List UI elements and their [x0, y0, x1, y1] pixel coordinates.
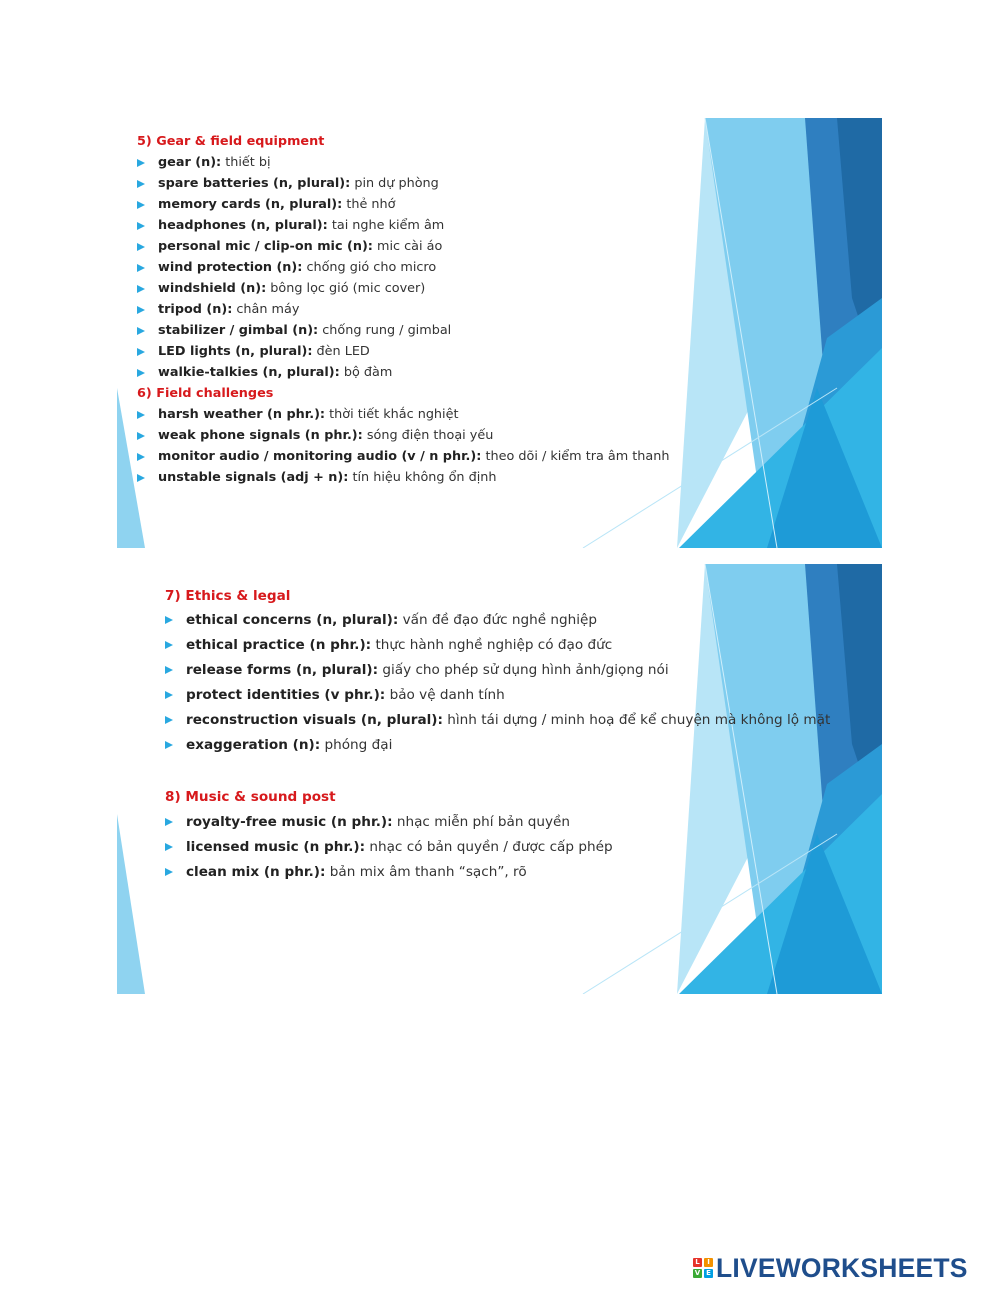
triangle-bullet-icon	[137, 348, 145, 356]
vocab-term: tripod (n):	[158, 302, 233, 317]
vocab-meaning: sóng điện thoại yếu	[366, 428, 494, 443]
vocab-term: harsh weather (n phr.):	[158, 407, 326, 422]
vocab-term: clean mix (n phr.):	[186, 864, 326, 880]
vocab-meaning: nhạc miễn phí bản quyền	[396, 814, 571, 830]
vocab-term: reconstruction visuals (n, plural):	[186, 712, 443, 728]
vocab-term: protect identities (v phr.):	[186, 687, 386, 703]
triangle-bullet-icon	[137, 474, 145, 482]
vocab-meaning: vấn đề đạo đức nghề nghiệp	[402, 612, 598, 628]
vocab-meaning: bảo vệ danh tính	[389, 687, 505, 703]
triangle-bullet-icon	[165, 843, 173, 851]
vocab-term: ethical practice (n phr.):	[186, 637, 372, 653]
vocab-item	[137, 176, 439, 191]
vocab-term: monitor audio / monitoring audio (v / n phr.):	[158, 449, 482, 464]
vocab-item	[165, 864, 527, 880]
vocab-item	[165, 712, 830, 728]
triangle-bullet-icon	[137, 369, 145, 377]
triangle-bullet-icon	[165, 691, 173, 699]
triangle-bullet-icon	[165, 666, 173, 674]
vocab-meaning: bộ đàm	[343, 365, 393, 380]
vocab-meaning: phóng đại	[324, 737, 393, 753]
vocab-meaning: theo dõi / kiểm tra âm thanh	[485, 449, 670, 464]
vocab-item	[137, 197, 395, 212]
slide-ethics-and-music	[117, 564, 882, 994]
vocab-term: windshield (n):	[158, 281, 267, 296]
vocab-item	[137, 155, 271, 170]
triangle-bullet-icon	[137, 306, 145, 314]
vocab-item	[165, 839, 613, 855]
vocab-item	[137, 281, 425, 296]
vocab-item	[137, 218, 444, 233]
vocab-item	[165, 687, 505, 703]
vocab-item	[137, 260, 436, 275]
vocab-term: LED lights (n, plural):	[158, 344, 313, 359]
vocab-meaning: bản mix âm thanh “sạch”, rõ	[329, 864, 527, 880]
liveworksheets-logo[interactable]	[693, 1253, 968, 1283]
vocab-meaning: đèn LED	[316, 344, 370, 359]
triangle-bullet-icon	[137, 180, 145, 188]
vocab-meaning: tín hiệu không ổn định	[352, 470, 497, 485]
vocab-item	[137, 239, 442, 254]
vocab-item	[137, 470, 497, 485]
vocab-item	[165, 737, 392, 753]
triangle-bullet-icon	[165, 741, 173, 749]
triangle-bullet-icon	[165, 716, 173, 724]
vocab-term: exaggeration (n):	[186, 737, 321, 753]
triangle-bullet-icon	[137, 327, 145, 335]
vocab-item	[137, 344, 370, 359]
triangle-bullet-icon	[137, 159, 145, 167]
vocab-meaning: pin dự phòng	[354, 176, 439, 191]
vocab-term: weak phone signals (n phr.):	[158, 428, 363, 443]
vocab-meaning: giấy cho phép sử dụng hình ảnh/giọng nói	[382, 662, 669, 678]
vocab-term: personal mic / clip-on mic (n):	[158, 239, 373, 254]
vocab-term: ethical concerns (n, plural):	[186, 612, 399, 628]
vocab-meaning: bông lọc gió (mic cover)	[270, 281, 426, 296]
vocab-term: unstable signals (adj + n):	[158, 470, 349, 485]
vocab-item	[165, 612, 597, 628]
section-heading: 8) Music & sound post	[165, 789, 336, 805]
triangle-bullet-icon	[137, 201, 145, 209]
vocab-term: licensed music (n phr.):	[186, 839, 366, 855]
vocab-item	[165, 637, 612, 653]
vocab-term: royalty-free music (n phr.):	[186, 814, 393, 830]
vocab-meaning: thiết bị	[225, 155, 271, 170]
triangle-bullet-icon	[137, 264, 145, 272]
triangle-bullet-icon	[165, 818, 173, 826]
vocab-meaning: chống rung / gimbal	[322, 323, 452, 338]
vocab-term: walkie-talkies (n, plural):	[158, 365, 340, 380]
vocab-item	[137, 449, 669, 464]
triangle-bullet-icon	[137, 285, 145, 293]
vocab-term: release forms (n, plural):	[186, 662, 379, 678]
vocab-item	[165, 662, 669, 678]
vocab-item	[137, 407, 459, 422]
vocab-item	[137, 323, 451, 338]
vocab-meaning: thực hành nghề nghiệp có đạo đức	[375, 637, 613, 653]
triangle-bullet-icon	[137, 411, 145, 419]
vocab-term: headphones (n, plural):	[158, 218, 328, 233]
vocab-meaning: thẻ nhớ	[346, 197, 396, 212]
section-heading: 6) Field challenges	[137, 386, 274, 401]
vocab-term: wind protection (n):	[158, 260, 303, 275]
triangle-bullet-icon	[165, 616, 173, 624]
vocab-item	[137, 302, 299, 317]
vocab-meaning: tai nghe kiểm âm	[331, 218, 445, 233]
vocab-meaning: nhạc có bản quyền / được cấp phép	[369, 839, 613, 855]
triangle-bullet-icon	[165, 868, 173, 876]
vocab-term: memory cards (n, plural):	[158, 197, 343, 212]
slide-gear-and-challenges	[117, 118, 882, 548]
vocab-term: stabilizer / gimbal (n):	[158, 323, 319, 338]
vocab-meaning: chống gió cho micro	[306, 260, 437, 275]
vocab-item	[137, 365, 392, 380]
vocab-term: spare batteries (n, plural):	[158, 176, 351, 191]
triangle-bullet-icon	[137, 222, 145, 230]
vocab-item	[165, 814, 570, 830]
triangle-bullet-icon	[137, 453, 145, 461]
triangle-bullet-icon	[137, 243, 145, 251]
liveworksheets-logo-icon: L I V E	[693, 1258, 713, 1278]
triangle-bullet-icon	[137, 432, 145, 440]
section-heading: 7) Ethics & legal	[165, 588, 291, 604]
vocab-meaning: mic cài áo	[377, 239, 443, 254]
vocab-term: gear (n):	[158, 155, 222, 170]
vocab-meaning: thời tiết khắc nghiệt	[329, 407, 459, 422]
section-heading: 5) Gear & field equipment	[137, 134, 325, 149]
vocab-meaning: hình tái dựng / minh hoạ để kể chuyện mà không lộ mặt	[447, 712, 831, 728]
vocab-item	[137, 428, 493, 443]
vocab-meaning: chân máy	[236, 302, 300, 317]
logo-wordmark: LIVEWORKSHEETS	[716, 1252, 968, 1283]
triangle-bullet-icon	[165, 641, 173, 649]
